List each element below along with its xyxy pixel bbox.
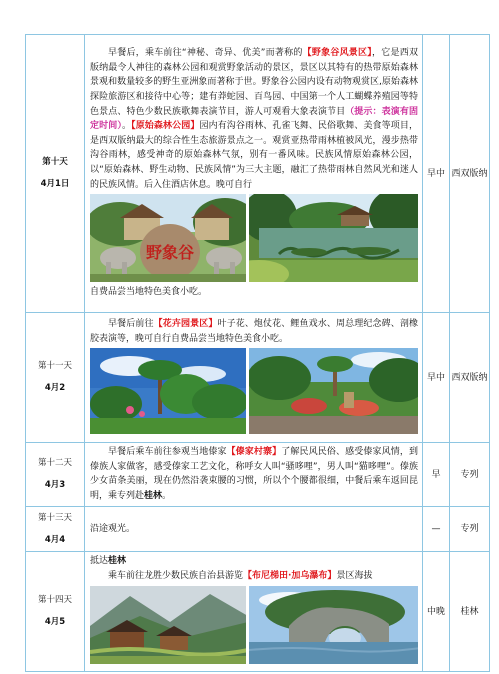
text-segment: 叶子花、炮仗花、鲤鱼戏水、周总理纪念碑、剖橡胶表演等，晚可自行自费品尝当地特色美食小吃。 bbox=[90, 318, 418, 344]
day-cell bbox=[26, 552, 85, 672]
hotel-cell: 专列 bbox=[450, 507, 490, 552]
photo-strip bbox=[90, 586, 418, 664]
description-cell bbox=[85, 443, 423, 507]
description-paragraph bbox=[90, 46, 418, 192]
highlight-text: （提示：表演有固定时间） bbox=[90, 106, 418, 132]
highlight-text: 【花卉园景区】 bbox=[153, 318, 218, 329]
hotel-cell: 西双版纳 bbox=[450, 313, 490, 443]
highlight-text: 桂林 bbox=[108, 556, 127, 567]
day-cell bbox=[26, 443, 85, 507]
text-segment: 早餐后，乘车前往“神秘、奇异、优美”而著称的 bbox=[108, 48, 303, 59]
day-date: 4月5 bbox=[44, 617, 66, 628]
photo-strip bbox=[90, 194, 418, 282]
day-row-11 bbox=[26, 313, 490, 443]
hotel-cell: 西双版纳 bbox=[450, 35, 490, 313]
description-cell bbox=[85, 313, 423, 443]
highlight-text: 【原始森林公园】 bbox=[131, 121, 200, 132]
meal-cell: 早中 bbox=[423, 35, 450, 313]
text-segment: 景区海拔 bbox=[336, 570, 373, 581]
description-cell bbox=[85, 507, 423, 552]
day-row-13 bbox=[26, 507, 490, 552]
elephant-trunk-hill-photo bbox=[249, 586, 418, 664]
text-segment: 抵达 bbox=[90, 556, 109, 567]
hotel-cell: 桂林 bbox=[450, 552, 490, 672]
day-row-14 bbox=[26, 552, 490, 672]
text-segment: 早餐后前往 bbox=[108, 318, 154, 329]
text-segment: 。 bbox=[121, 121, 132, 132]
highlight-text: 【野象谷风景区】 bbox=[302, 48, 373, 59]
day-cell bbox=[26, 313, 85, 443]
day-number: 第十天 bbox=[42, 157, 68, 167]
tropical-palms-photo bbox=[90, 348, 246, 434]
day-row-10 bbox=[26, 35, 490, 313]
description-paragraph bbox=[90, 445, 418, 503]
itinerary-table bbox=[25, 34, 490, 672]
day-date: 4月1日 bbox=[40, 179, 70, 189]
lake-forest-photo bbox=[249, 194, 418, 282]
day-cell bbox=[26, 35, 85, 313]
text-segment: 早餐后乘车前往参观当地傣家 bbox=[108, 447, 227, 457]
meal-cell: — bbox=[423, 507, 450, 552]
photo-strip bbox=[90, 348, 418, 434]
text-segment: 了解民风民俗、感受傣家风情，到傣族人家做客，感受傣家工艺文化，称呼女人叫“骚哆哩”，男人叫“猫哆哩”。傣族少女苗条美丽，现在仍然沿袭束腰的习惯，所以个个腰都很细，中餐后乘车返回昆明，乘专列赴 bbox=[90, 447, 418, 501]
description-paragraph bbox=[90, 285, 418, 300]
day-date: 4月3 bbox=[44, 480, 66, 491]
highlight-text: 桂林 bbox=[144, 490, 163, 501]
highlight-text: 【傣家村寨】 bbox=[226, 447, 282, 457]
day-cell bbox=[26, 507, 85, 552]
day-date: 4月4 bbox=[44, 534, 66, 545]
description-cell bbox=[85, 552, 423, 672]
day-number: 第十三天 bbox=[37, 512, 72, 523]
text-segment: 沿途观光。 bbox=[90, 523, 136, 534]
garden-photo bbox=[249, 348, 418, 434]
description-paragraph bbox=[90, 554, 418, 569]
meal-cell: 中晚 bbox=[423, 552, 450, 672]
sign-lettering: 野象谷 bbox=[145, 243, 195, 263]
day-number: 第十四天 bbox=[37, 595, 72, 606]
day-number: 第十一天 bbox=[37, 361, 72, 371]
description-paragraph bbox=[90, 317, 418, 346]
meal-cell: 早中 bbox=[423, 313, 450, 443]
day-number: 第十二天 bbox=[37, 458, 72, 469]
day-date: 4月2 bbox=[44, 383, 66, 393]
highlight-text: 【布尼梯田·加乌瀑布】 bbox=[243, 570, 337, 581]
text-segment: 园内有沟谷雨林、孔雀飞舞、民俗歌舞、美食等项目，是西双版纳最大的综合性生态旅游景点之一。观赏亚热带雨林植被风光，漫步热带沟谷雨林，感受神奇的原始森林气氛，别有一番风味。民族风情原始森林公园，以“原始森林、野生动物、民族风情”为三大主题，融汇了热带雨林自然风光和迷人的民族风情。后入住酒店休息。晚可自行 bbox=[90, 121, 418, 190]
elephant-valley-photo bbox=[90, 194, 246, 282]
mountain-village-photo bbox=[90, 586, 246, 664]
hotel-cell: 专列 bbox=[450, 443, 490, 507]
meal-cell: 早 bbox=[423, 443, 450, 507]
description-cell bbox=[85, 35, 423, 313]
day-row-12 bbox=[26, 443, 490, 507]
text-segment: 。 bbox=[162, 490, 172, 501]
description-paragraph bbox=[90, 522, 418, 537]
text-segment: 自费品尝当地特色美食小吃。 bbox=[90, 287, 208, 298]
text-segment: 乘车前往龙胜少数民族自治县游览 bbox=[108, 570, 244, 581]
text-segment: ，它是西双版纳最令人神往的森林公园和观赏野象活动的景区，景区以其特有的热带原始森林景观和数量较多的野生亚洲象而著称于世。野象谷公园内设有动物观赏区,原始森林探险旅游区和接待中心等；建有莽蛇园、百鸟园、中国第一个人工蝴蝶养殖园等特色景点、特色少数民族歌舞表演节目，游人可观看大象表演节目 bbox=[90, 48, 418, 117]
description-paragraph bbox=[90, 569, 418, 584]
